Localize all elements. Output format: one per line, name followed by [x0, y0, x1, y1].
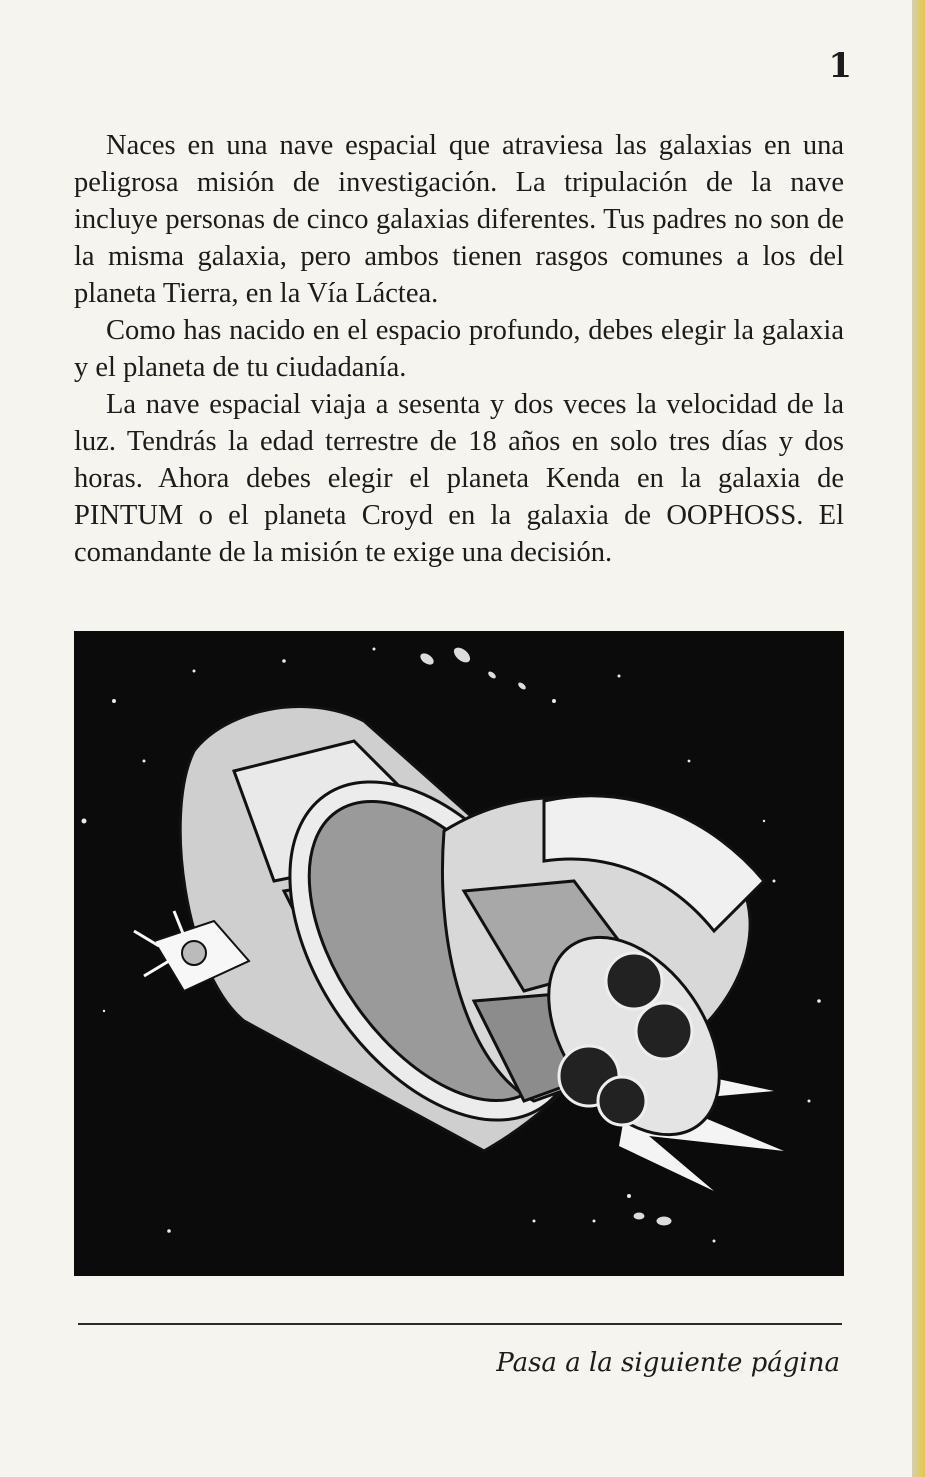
story-text [74, 127, 844, 571]
next-page-hint: Pasa a la siguiente página [496, 1348, 840, 1378]
footer-divider [78, 1323, 842, 1325]
paragraph: Naces en una nave espacial que atraviesa las galaxias en una peligrosa misión de investigación. La tripulación de la nave incluye personas de cinco galaxias diferentes. Tus padres no son de la misma galaxia, pero ambos tienen rasgos comunes a los del planeta Tierra, en la Vía Láctea. [74, 130, 844, 309]
ship-hull [180, 707, 764, 1173]
page-edge [912, 0, 925, 1477]
paragraph: La nave espacial viaja a sesenta y dos veces la velocidad de la luz. Tendrás la edad terrestre de 18 años en solo tres días y dos horas. Ahora debes elegir el planeta Kenda en la galaxia de PINTUM o el planeta Croyd en la galaxia de OOPHOSS. El comandante de la misión te exige una decisión. [74, 389, 844, 568]
paragraph: Como has nacido en el espacio profundo, debes elegir la galaxia y el planeta de tu ciudadanía. [74, 315, 844, 383]
page-number: 1 [828, 46, 852, 86]
spaceship-drawing [74, 631, 844, 1276]
spaceship-illustration [74, 631, 844, 1276]
